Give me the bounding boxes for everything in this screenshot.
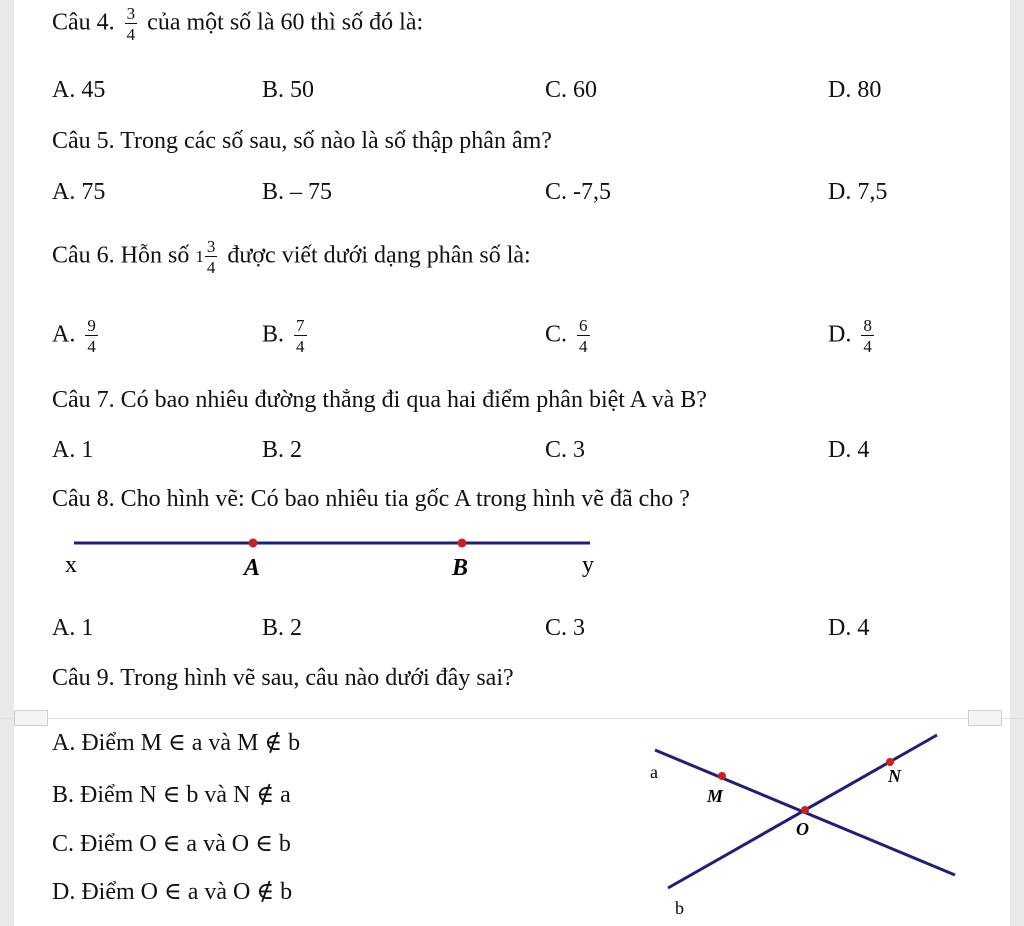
- question-4-prefix: Câu 4.: [52, 9, 115, 36]
- q4-option-b: B. 50: [262, 77, 315, 103]
- label-b: B: [452, 555, 469, 581]
- point-o: [801, 806, 809, 814]
- q9-option-a: A. Điểm M ∈ a và M ∉ b: [52, 730, 301, 756]
- intersecting-lines-figure: [620, 720, 980, 920]
- q5-option-a: A. 75: [52, 179, 106, 205]
- question-6-prefix: Câu 6. Hỗn số: [52, 242, 190, 269]
- fraction: $\frac{6}{4}$: [579, 316, 588, 356]
- question-4-text: của một số là 60 thì số đó là:: [147, 9, 424, 36]
- q6-option-c: C. $\frac{6}{4}$: [545, 316, 588, 356]
- left-margin: [0, 0, 14, 926]
- mixed-number-fraction: $\frac{3}{4}$: [206, 237, 216, 277]
- question-5: Câu 5. Trong các số sau, số nào là số thập phân âm?: [52, 128, 552, 154]
- q5-option-d: D. 7,5: [828, 179, 888, 205]
- label-y: y: [582, 552, 594, 578]
- point-b: [458, 539, 467, 548]
- label-line-b: b: [675, 898, 684, 918]
- q6-option-a: A. $\frac{9}{4}$: [52, 316, 96, 356]
- right-margin: [1010, 0, 1024, 926]
- q8-option-c: C. 3: [545, 615, 586, 641]
- fraction: $\frac{7}{4}$: [296, 316, 305, 356]
- label-line-a: a: [650, 762, 658, 782]
- question-7: Câu 7. Có bao nhiêu đường thẳng đi qua hai điểm phân biệt A và B?: [52, 387, 707, 413]
- label-x: x: [65, 552, 77, 578]
- q7-option-c: C. 3: [545, 437, 586, 463]
- q8-option-d: D. 4: [828, 615, 870, 641]
- q8-option-b: B. 2: [262, 615, 303, 641]
- q7-option-d: D. 4: [828, 437, 870, 463]
- point-a: [249, 539, 258, 548]
- q4-option-c: C. 60: [545, 77, 598, 103]
- fraction: $\frac{3}{4}$: [126, 4, 136, 44]
- q6-option-b: B. $\frac{7}{4}$: [262, 316, 305, 356]
- q9-option-c: C. Điểm O ∈ a và O ∈ b: [52, 831, 291, 857]
- q4-option-a: A. 45: [52, 77, 106, 103]
- q9-option-b: B. Điểm N ∈ b và N ∉ a: [52, 782, 291, 808]
- label-m: M: [707, 786, 724, 806]
- q7-option-b: B. 2: [262, 437, 303, 463]
- q4-option-d: D. 80: [828, 77, 882, 103]
- question-9: Câu 9. Trong hình vẽ sau, câu nào dưới đây sai?: [52, 665, 514, 691]
- q7-option-a: A. 1: [52, 437, 94, 463]
- label-n: N: [888, 766, 901, 786]
- point-n: [886, 758, 894, 766]
- fraction: $\frac{8}{4}$: [863, 316, 872, 356]
- question-6: [52, 238, 531, 276]
- question-8: Câu 8. Cho hình vẽ: Có bao nhiêu tia gốc A trong hình vẽ đã cho ?: [52, 486, 690, 512]
- q5-option-c: C. -7,5: [545, 179, 611, 205]
- q5-option-b: B. – 75: [262, 179, 333, 205]
- fraction: $\frac{9}{4}$: [87, 316, 96, 356]
- line-figure: [0, 525, 640, 585]
- page-break-marker-left: [14, 710, 48, 726]
- q8-option-a: A. 1: [52, 615, 94, 641]
- question-4: [52, 5, 423, 43]
- label-o: O: [796, 819, 809, 839]
- label-a: A: [244, 555, 261, 581]
- q9-option-d: D. Điểm O ∈ a và O ∉ b: [52, 879, 293, 905]
- point-m: [718, 772, 726, 780]
- question-6-text: được viết dưới dạng phân số là:: [227, 242, 531, 269]
- mixed-number-whole: 1: [195, 247, 204, 266]
- q6-option-d: D. $\frac{8}{4}$: [828, 316, 872, 356]
- page-break: [0, 718, 1024, 719]
